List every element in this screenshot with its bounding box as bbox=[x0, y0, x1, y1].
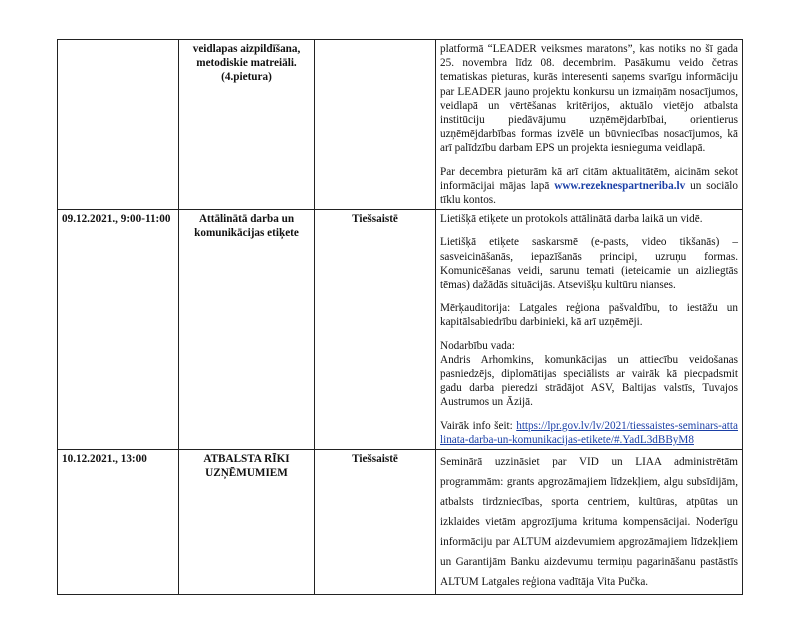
event-title: ATBALSTA RĪKI UZŅĒMUMIEM bbox=[179, 450, 315, 595]
event-mode: Tiešsaistē bbox=[315, 210, 436, 450]
description-paragraph: Lietišķā etiķete saskarsmē (e-pasts, video tikšanās) – sasveicināšanās, iepazīšanās principi, uzruņu formas. Komunicēšanas veidi, sarunu temati (ieteicamie un aizliegtās tēmas) dažādās situācijās. Atsevišķu kultūru nianses. bbox=[440, 236, 738, 292]
events-table bbox=[57, 39, 743, 595]
more-info-paragraph bbox=[440, 419, 738, 447]
table-row bbox=[58, 210, 743, 450]
website-link[interactable]: www.rezeknespartneriba.lv bbox=[554, 179, 686, 192]
description-paragraph: Seminārā uzzināsiet par VID un LIAA administrētām programmām: grants apgrozāmajiem līdzekļiem, algu subsīdijām, atbalsts tirdzniecības, sporta centriem, kultūras, atpūtas un izklaides vietām apgrozījuma krituma kompensācijai. Noderīgu informāciju par ALTUM aizdevumiem apgrozāmajiem līdzekļiem un Garantijām Banku aizdevumu termiņu pagarināšanu pastāstīs ALTUM Latgales reģiona vadītāja Vita Pučka. bbox=[440, 456, 738, 589]
description-paragraph: platformā “LEADER veiksmes maratons”, kas notiks no šī gada 25. novembra līdz 08. decembrim. Pasākumu veido četras tematiskas pieturas, kurās interesenti saņems svarīgu informāciju par LEADER jauno projektu konkursu un izmaiņām nosacījumos, veidlapā un vērtēšanas kritērijos, aktuālo vietējo atbalsta institūciju piedāvājumu uzņēmējdarbībai, orientierus uzņēmējdarbības formas izvēlē un būvniecības nosacījumos, kā arī palīdzību darbam EPS un projekta iesnieguma veidlapā. bbox=[440, 43, 738, 155]
event-date bbox=[58, 40, 179, 210]
more-info-label: Vairāk info šeit: bbox=[440, 419, 517, 432]
event-date: 09.12.2021., 9:00-11:00 bbox=[58, 210, 179, 450]
event-description bbox=[436, 450, 743, 595]
table-row bbox=[58, 40, 743, 210]
description-paragraph: Par decembra pieturām kā arī citām aktualitātēm, aicinām sekot informācijai mājas lapā www.rezeknespartneriba.lv un sociālo tīklu kontos. bbox=[440, 165, 738, 207]
event-date: 10.12.2021., 13:00 bbox=[58, 450, 179, 595]
description-paragraph: Mērķauditorija: Latgales reģiona pašvaldību, to iestāžu un kapitālsabiedrību darbinieki, kā arī uzņēmēji. bbox=[440, 302, 738, 329]
event-title: veidlapas aizpildīšana, metodiskie matreiāli. (4.pietura) bbox=[179, 40, 315, 210]
event-description bbox=[436, 210, 743, 450]
event-description bbox=[436, 40, 743, 210]
event-mode bbox=[315, 40, 436, 210]
speaker-paragraph bbox=[440, 339, 738, 410]
event-mode: Tiešsaistē bbox=[315, 450, 436, 595]
description-paragraph: Lietišķā etiķete un protokols attālinātā darba laikā un vidē. bbox=[440, 213, 703, 226]
speaker-text: Andris Arhomkins, komunkācijas un attiecību veidošanas pasniedzējs, diplomātijas speciālists ar vairāk kā piecpadsmit gadu darba pieredzi strādājot ASV, Baltijas valstīs, Tuvajos Austrumos un Āzijā. bbox=[440, 353, 738, 409]
speaker-label: Nodarbību vada: bbox=[440, 339, 515, 352]
more-info-link[interactable]: https://lpr.gov.lv/lv/2021/tiessaistes-seminars-attalinata-darba-un-komunikacijas-etikete/#.YadL3dBByM8 bbox=[440, 419, 738, 446]
table-row bbox=[58, 450, 743, 595]
event-title: Attālinātā darba un komunikācijas etiķete bbox=[179, 210, 315, 450]
